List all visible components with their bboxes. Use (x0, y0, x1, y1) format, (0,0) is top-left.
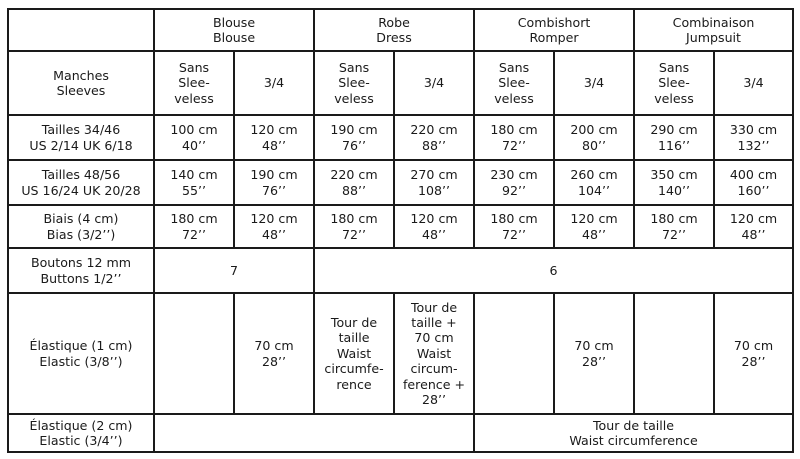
sizes-34-46-label: Tailles 34/46 US 2/14 UK 6/18 (8, 115, 154, 160)
buttons-row (8, 248, 793, 293)
sizes-34-46-dress-sans: 190 cm 76’’ (314, 115, 394, 160)
bias-blouse-sans: 180 cm 72’’ (154, 205, 234, 248)
sizes-48-56-romper-3-4: 260 cm 104’’ (554, 160, 634, 205)
buttons-label: Boutons 12 mm Buttons 1/2’’ (8, 248, 154, 293)
bias-jumpsuit-3-4: 120 cm 48’’ (714, 205, 793, 248)
bias-dress-3-4: 120 cm 48’’ (394, 205, 474, 248)
sizes-48-56-romper-sans: 230 cm 92’’ (474, 160, 554, 205)
column-header-romper: Combishort Romper (474, 9, 634, 51)
sizes-48-56-blouse-sans: 140 cm 55’’ (154, 160, 234, 205)
sleeves-label: Manches Sleeves (8, 51, 154, 115)
sizes-34-46-blouse-sans: 100 cm 40’’ (154, 115, 234, 160)
fabric-requirements-table (7, 8, 794, 453)
sleeves-3-4-jumpsuit: 3/4 (714, 51, 793, 115)
elastic-2cm-blouse-dress-empty (154, 414, 474, 452)
sleeves-sans-romper: Sans Slee- veless (474, 51, 554, 115)
bias-blouse-3-4: 120 cm 48’’ (234, 205, 314, 248)
column-header-dress: Robe Dress (314, 9, 474, 51)
sleeves-sans-dress: Sans Slee- veless (314, 51, 394, 115)
elastic-1cm-jumpsuit-sans (634, 293, 714, 414)
sizes-34-46-row (8, 115, 793, 160)
elastic-1cm-jumpsuit-3-4: 70 cm 28’’ (714, 293, 793, 414)
header-row (8, 9, 793, 51)
sleeves-sans-jumpsuit: Sans Slee- veless (634, 51, 714, 115)
buttons-count-others: 6 (314, 248, 793, 293)
sizes-48-56-row (8, 160, 793, 205)
column-header-blouse: Blouse Blouse (154, 9, 314, 51)
elastic-1cm-dress-sans: Tour de taille Waist circumfe- rence (314, 293, 394, 414)
elastic-2cm-label: Élastique (2 cm) Elastic (3/4’’) (8, 414, 154, 452)
elastic-1cm-dress-3-4: Tour de taille + 70 cm Waist circum- ference + 28’’ (394, 293, 474, 414)
sleeves-sans-blouse: Sans Slee- veless (154, 51, 234, 115)
sizes-48-56-dress-sans: 220 cm 88’’ (314, 160, 394, 205)
bias-romper-sans: 180 cm 72’’ (474, 205, 554, 248)
elastic-1cm-row (8, 293, 793, 414)
elastic-1cm-romper-3-4: 70 cm 28’’ (554, 293, 634, 414)
bias-label: Biais (4 cm) Bias (3/2’’) (8, 205, 154, 248)
sleeves-3-4-romper: 3/4 (554, 51, 634, 115)
elastic-1cm-blouse-3-4: 70 cm 28’’ (234, 293, 314, 414)
sleeves-row (8, 51, 793, 115)
sizes-34-46-jumpsuit-sans: 290 cm 116’’ (634, 115, 714, 160)
elastic-2cm-row (8, 414, 793, 452)
elastic-2cm-romper-jumpsuit: Tour de taille Waist circumference (474, 414, 793, 452)
buttons-count-blouse: 7 (154, 248, 314, 293)
corner-cell (8, 9, 154, 51)
elastic-1cm-label: Élastique (1 cm) Elastic (3/8’’) (8, 293, 154, 414)
column-header-jumpsuit: Combinaison Jumpsuit (634, 9, 793, 51)
sizes-48-56-jumpsuit-sans: 350 cm 140’’ (634, 160, 714, 205)
bias-romper-3-4: 120 cm 48’’ (554, 205, 634, 248)
sizes-48-56-jumpsuit-3-4: 400 cm 160’’ (714, 160, 793, 205)
sizes-48-56-blouse-3-4: 190 cm 76’’ (234, 160, 314, 205)
elastic-1cm-blouse-sans (154, 293, 234, 414)
elastic-1cm-romper-sans (474, 293, 554, 414)
sizes-48-56-label: Tailles 48/56 US 16/24 UK 20/28 (8, 160, 154, 205)
sizes-34-46-romper-3-4: 200 cm 80’’ (554, 115, 634, 160)
bias-dress-sans: 180 cm 72’’ (314, 205, 394, 248)
sizes-48-56-dress-3-4: 270 cm 108’’ (394, 160, 474, 205)
sizes-34-46-dress-3-4: 220 cm 88’’ (394, 115, 474, 160)
bias-jumpsuit-sans: 180 cm 72’’ (634, 205, 714, 248)
sizes-34-46-jumpsuit-3-4: 330 cm 132’’ (714, 115, 793, 160)
sleeves-3-4-blouse: 3/4 (234, 51, 314, 115)
sizes-34-46-romper-sans: 180 cm 72’’ (474, 115, 554, 160)
bias-row (8, 205, 793, 248)
sizes-34-46-blouse-3-4: 120 cm 48’’ (234, 115, 314, 160)
sleeves-3-4-dress: 3/4 (394, 51, 474, 115)
